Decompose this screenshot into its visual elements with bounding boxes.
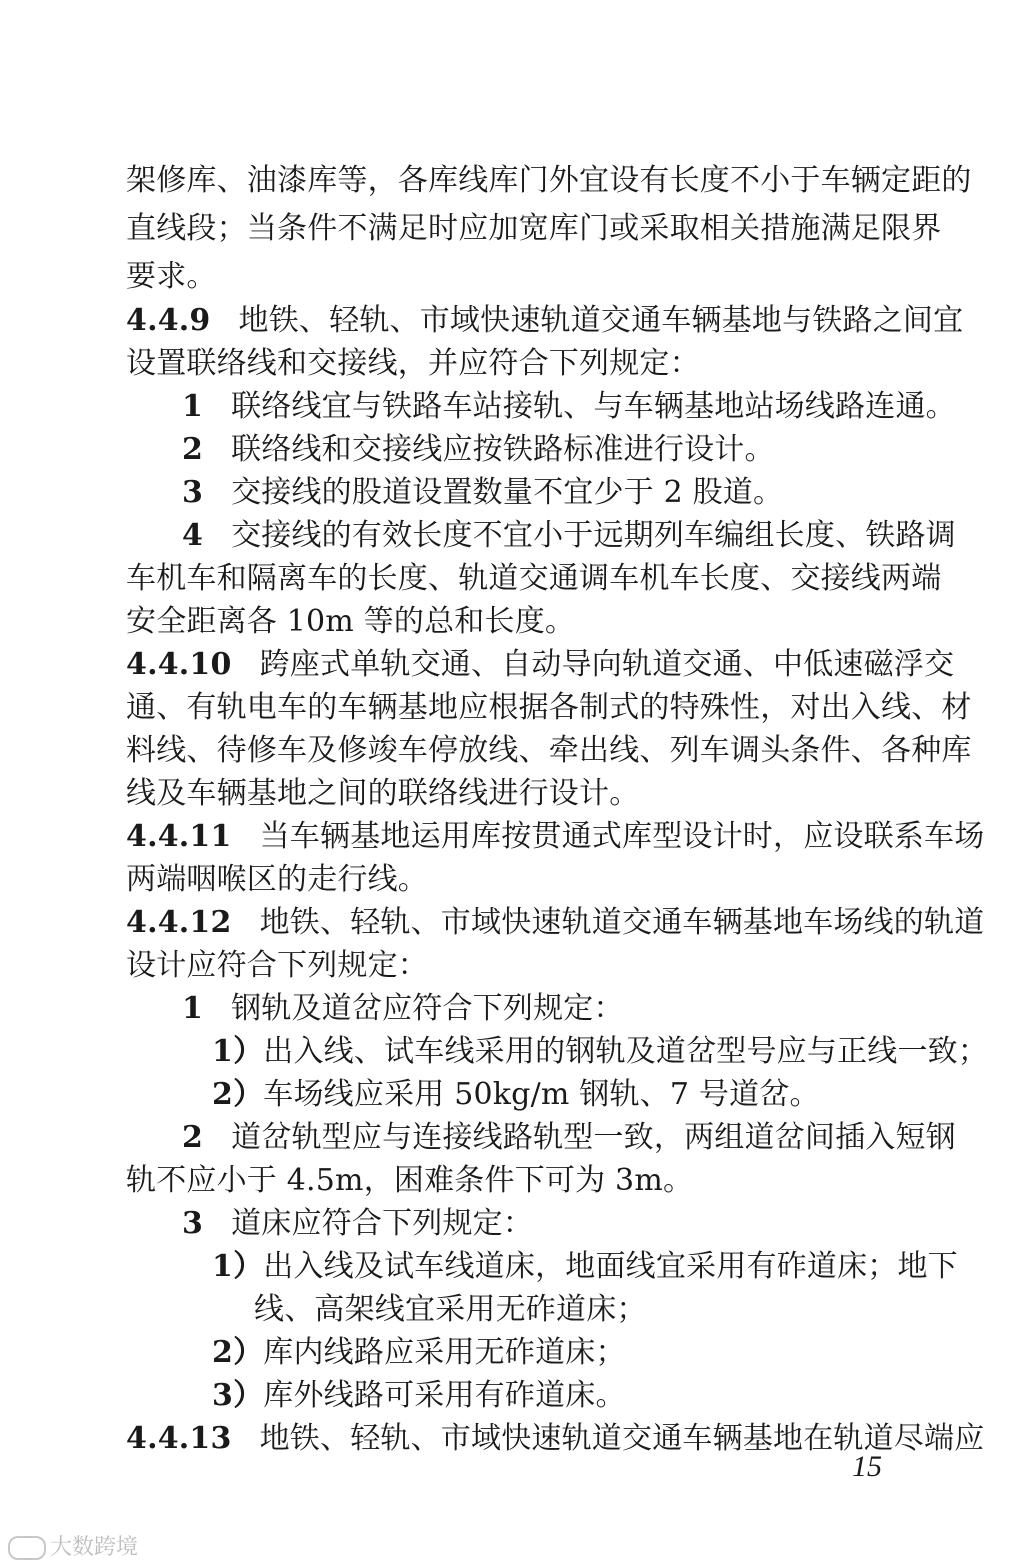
item-number: 2 bbox=[182, 1120, 204, 1155]
item-line: 3 道床应符合下列规定： bbox=[182, 1206, 534, 1241]
clause-line: 4.4.12 地铁、轻轨、市域快速轨道交通车辆基地车场线的轨道 bbox=[126, 905, 985, 940]
item-number: 2 bbox=[182, 432, 204, 467]
item-number: 1 bbox=[182, 991, 204, 1026]
text-line: 设计应符合下列规定： bbox=[126, 948, 428, 983]
clause-line: 4.4.9 地铁、轻轨、市域快速轨道交通车辆基地与铁路之间宜 bbox=[126, 303, 964, 338]
subitem-line: 2）库内线路应采用无砟道床； bbox=[212, 1335, 626, 1370]
clause-number: 4.4.9 bbox=[126, 303, 211, 338]
item-line: 1 钢轨及道岔应符合下列规定： bbox=[182, 991, 624, 1026]
item-line: 1 联络线宜与铁路车站接轨、与车辆基地站场线路连通。 bbox=[182, 389, 956, 424]
item-number: 1 bbox=[182, 389, 204, 424]
item-line: 3 交接线的股道设置数量不宜少于 2 股道。 bbox=[182, 475, 784, 510]
subitem-number: 2） bbox=[212, 1077, 264, 1112]
item-line: 2 联络线和交接线应按铁路标准进行设计。 bbox=[182, 432, 775, 467]
clause-number: 4.4.10 bbox=[126, 647, 232, 682]
text-line: 车机车和隔离车的长度、轨道交通调车机车长度、交接线两端 bbox=[126, 561, 942, 596]
text-line: 安全距离各 10m 等的总和长度。 bbox=[126, 604, 576, 639]
subitem-line: 1）出入线及试车线道床，地面线宜采用有砟道床；地下 bbox=[212, 1249, 958, 1284]
item-number: 3 bbox=[182, 475, 204, 510]
text-line: 设置联络线和交接线，并应符合下列规定： bbox=[126, 346, 700, 381]
clause-line: 4.4.11 当车辆基地运用库按贯通式库型设计时，应设联系车场 bbox=[126, 819, 985, 854]
text-line: 线、高架线宜采用无砟道床； bbox=[254, 1292, 647, 1327]
text-line: 架修库、油漆库等，各库线库门外宜设有长度不小于车辆定距的 bbox=[126, 163, 972, 198]
text-line: 要求。 bbox=[126, 259, 217, 294]
page-number: 15 bbox=[852, 1450, 882, 1483]
text-line: 料线、待修车及修竣车停放线、牵出线、列车调头条件、各种库 bbox=[126, 733, 972, 768]
clause-line: 4.4.10 跨座式单轨交通、自动导向轨道交通、中低速磁浮交 bbox=[126, 647, 955, 682]
subitem-number: 3） bbox=[212, 1378, 264, 1413]
subitem-line: 1）出入线、试车线采用的钢轨及道岔型号应与正线一致； bbox=[212, 1034, 989, 1069]
clause-number: 4.4.13 bbox=[126, 1421, 232, 1456]
item-line: 2 道岔轨型应与连接线路轨型一致，两组道岔间插入短钢 bbox=[182, 1120, 956, 1155]
clause-number: 4.4.12 bbox=[126, 905, 232, 940]
text-line: 通、有轨电车的车辆基地应根据各制式的特殊性，对出入线、材 bbox=[126, 690, 972, 725]
item-line: 4 交接线的有效长度不宜小于远期列车编组长度、铁路调 bbox=[182, 518, 956, 553]
clause-number: 4.4.11 bbox=[126, 819, 232, 854]
clause-line: 4.4.13 地铁、轻轨、市域快速轨道交通车辆基地在轨道尽端应 bbox=[126, 1421, 985, 1456]
item-number: 4 bbox=[182, 518, 204, 553]
watermark: 大数跨境 bbox=[8, 1530, 138, 1561]
text-line: 线及车辆基地之间的联络线进行设计。 bbox=[126, 776, 640, 811]
text-line: 直线段；当条件不满足时应加宽库门或采取相关措施满足限界 bbox=[126, 211, 942, 246]
subitem-line: 3）库外线路可采用有砟道床。 bbox=[212, 1378, 626, 1413]
subitem-number: 2） bbox=[212, 1335, 264, 1370]
subitem-number: 1） bbox=[212, 1034, 264, 1069]
text-line: 两端咽喉区的走行线。 bbox=[126, 862, 428, 897]
subitem-number: 1） bbox=[212, 1249, 264, 1284]
subitem-line: 2）车场线应采用 50kg/m 钢轨、7 号道岔。 bbox=[212, 1077, 820, 1112]
item-number: 3 bbox=[182, 1206, 204, 1241]
text-line: 轨不应小于 4.5m，困难条件下可为 3m。 bbox=[126, 1163, 694, 1198]
watermark-logo-icon bbox=[8, 1536, 46, 1560]
